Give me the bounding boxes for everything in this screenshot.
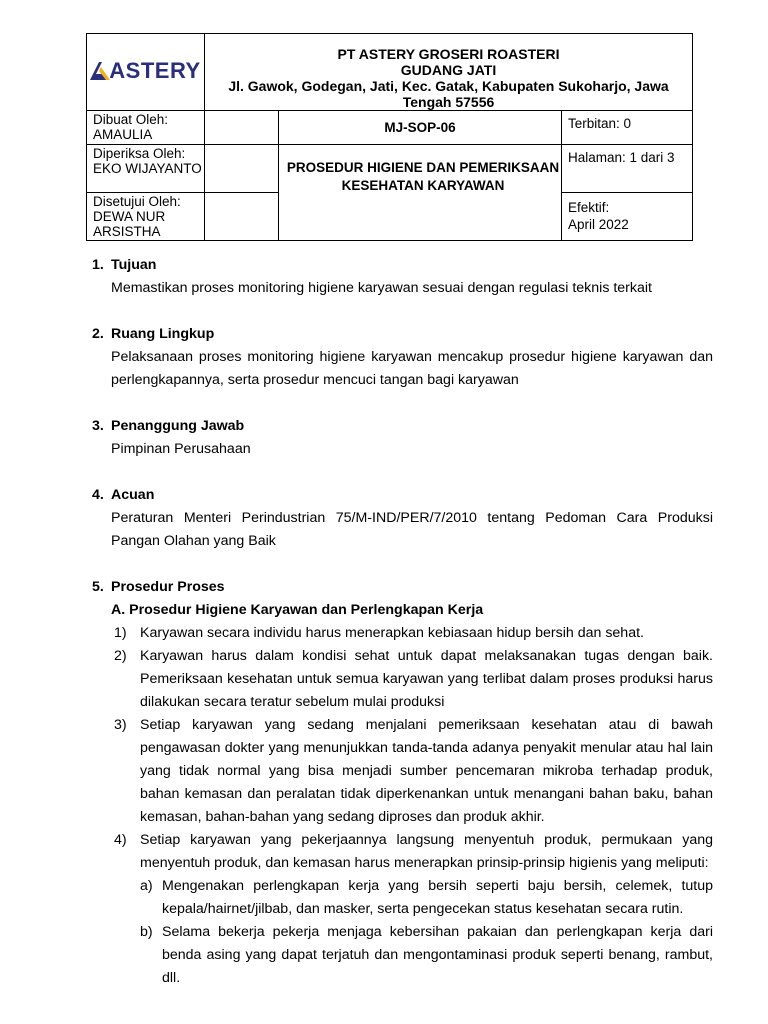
subsection-title: A. Prosedur Higiene Karyawan dan Perlengkapan Kerja — [111, 602, 484, 618]
logo-text: ASTERY — [109, 58, 201, 83]
section-text: Memastikan proses monitoring higiene karyawan sesuai dengan regulasi teknis terkait — [111, 280, 652, 296]
edition: Terbitan: 0 — [562, 111, 693, 145]
effective-cell — [562, 193, 693, 241]
list-item — [92, 645, 713, 714]
document-body — [92, 254, 713, 990]
sub-list-item-letter: a) — [140, 878, 153, 894]
approved-by-name: DEWA NUR ARSISTHA — [93, 209, 166, 239]
sub-list-item-text: Mengenakan perlengkapan kerja yang bersih seperti baju bersih, celemek, tutup kepala/hairnet/jilbab, dan masker, serta pengecekan status kesehatan secara rutin. — [162, 878, 713, 917]
section-title: Acuan — [111, 487, 155, 503]
list-item-text: Setiap karyawan yang sedang menjalani pemeriksaan kesehatan atau di bawah pengawasan dokter yang menunjukkan tanda-tanda adanya penyakit menular atau hal lain yang tidak normal yang bisa menjadi sumber pencemaran mikroba terhadap produk, bahan kemasan dan peralatan tidak diperkenankan untuk menangani bahan baku, bahan kemasan, bahan-bahan yang sedang diproses dan produk akhir. — [140, 717, 713, 825]
section-number: 3. — [92, 418, 104, 434]
warehouse-name: GUDANG JATI — [400, 62, 497, 78]
section-title: Prosedur Proses — [111, 579, 225, 595]
made-by-signature — [205, 111, 279, 145]
list-item-number: 2) — [114, 648, 127, 664]
section-title: Tujuan — [111, 257, 157, 273]
list-item-text: Karyawan secara individu harus menerapkan kebiasaan hidup bersih dan sehat. — [140, 625, 644, 641]
doc-number: MJ-SOP-06 — [279, 111, 562, 145]
document-header-table — [86, 33, 693, 241]
section-acuan — [92, 484, 713, 553]
checked-by-cell — [87, 145, 205, 193]
list-item-text: Karyawan harus dalam kondisi sehat untuk dapat melaksanakan tugas dengan baik. Pemeriksaan kesehatan untuk semua karyawan yang terlibat dalam proses produksi harus dilakukan secara teratur sebelum mulai produksi — [140, 648, 713, 710]
checked-by-signature — [205, 145, 279, 193]
company-name: PT ASTERY GROSERI ROASTERI — [337, 46, 560, 62]
list-item — [92, 622, 713, 645]
list-item — [92, 829, 713, 875]
made-by-cell — [87, 111, 205, 145]
section-title: Ruang Lingkup — [111, 326, 215, 342]
logo-a-icon — [90, 62, 110, 80]
company-address: Jl. Gawok, Godegan, Jati, Kec. Gatak, Kabupaten Sukoharjo, Jawa Tengah 57556 — [228, 78, 669, 110]
sub-list-item — [92, 921, 713, 990]
made-by-name: AMAULIA — [93, 127, 153, 142]
section-number: 5. — [92, 579, 104, 595]
logo-cell — [87, 34, 205, 111]
effective-label: Efektif: — [568, 200, 610, 215]
checked-by-label: Diperiksa Oleh: — [93, 146, 186, 161]
section-title: Penanggung Jawab — [111, 418, 245, 434]
company-logo — [90, 58, 201, 83]
section-prosedur-proses — [92, 576, 713, 990]
sub-list-item-text: Selama bekerja pekerja menjaga kebersihan pakaian dan perlengkapan kerja dari benda asing yang dapat terjatuh dan mengontaminasi produk seperti benang, rambut, dll. — [162, 924, 713, 986]
sub-list-item-letter: b) — [140, 924, 153, 940]
effective-date: April 2022 — [568, 217, 629, 232]
list-item-number: 1) — [114, 625, 127, 641]
list-item-number: 4) — [114, 832, 127, 848]
section-tujuan — [92, 254, 713, 300]
company-info — [205, 34, 693, 111]
section-number: 4. — [92, 487, 104, 503]
section-text: Peraturan Menteri Perindustrian 75/M-IND/PER/7/2010 tentang Pedoman Cara Produksi Pangan Olahan yang Baik — [111, 510, 713, 549]
approved-by-label: Disetujui Oleh: — [93, 194, 181, 209]
list-item-number: 3) — [114, 717, 127, 733]
section-text: Pelaksanaan proses monitoring higiene karyawan mencakup prosedur higiene karyawan dan perlengkapannya, serta prosedur mencuci tangan bagi karyawan — [111, 349, 713, 388]
approved-by-signature — [205, 193, 279, 241]
list-item-text: Setiap karyawan yang pekerjaannya langsung menyentuh produk, permukaan yang menyentuh produk, dan kemasan harus menerapkan prinsip-prinsip higienis yang meliputi: — [140, 832, 713, 871]
page-number: Halaman: 1 dari 3 — [562, 145, 693, 193]
made-by-label: Dibuat Oleh: — [93, 112, 169, 127]
section-ruang-lingkup — [92, 323, 713, 392]
section-number: 2. — [92, 326, 104, 342]
section-penanggung-jawab — [92, 415, 713, 461]
sub-list-item — [92, 875, 713, 921]
doc-title: PROSEDUR HIGIENE DAN PEMERIKSAAN KESEHATAN KARYAWAN — [279, 145, 562, 241]
list-item — [92, 714, 713, 829]
approved-by-cell — [87, 193, 205, 241]
section-number: 1. — [92, 257, 104, 273]
section-text: Pimpinan Perusahaan — [111, 441, 251, 457]
checked-by-name: EKO WIJAYANTO — [93, 161, 202, 176]
